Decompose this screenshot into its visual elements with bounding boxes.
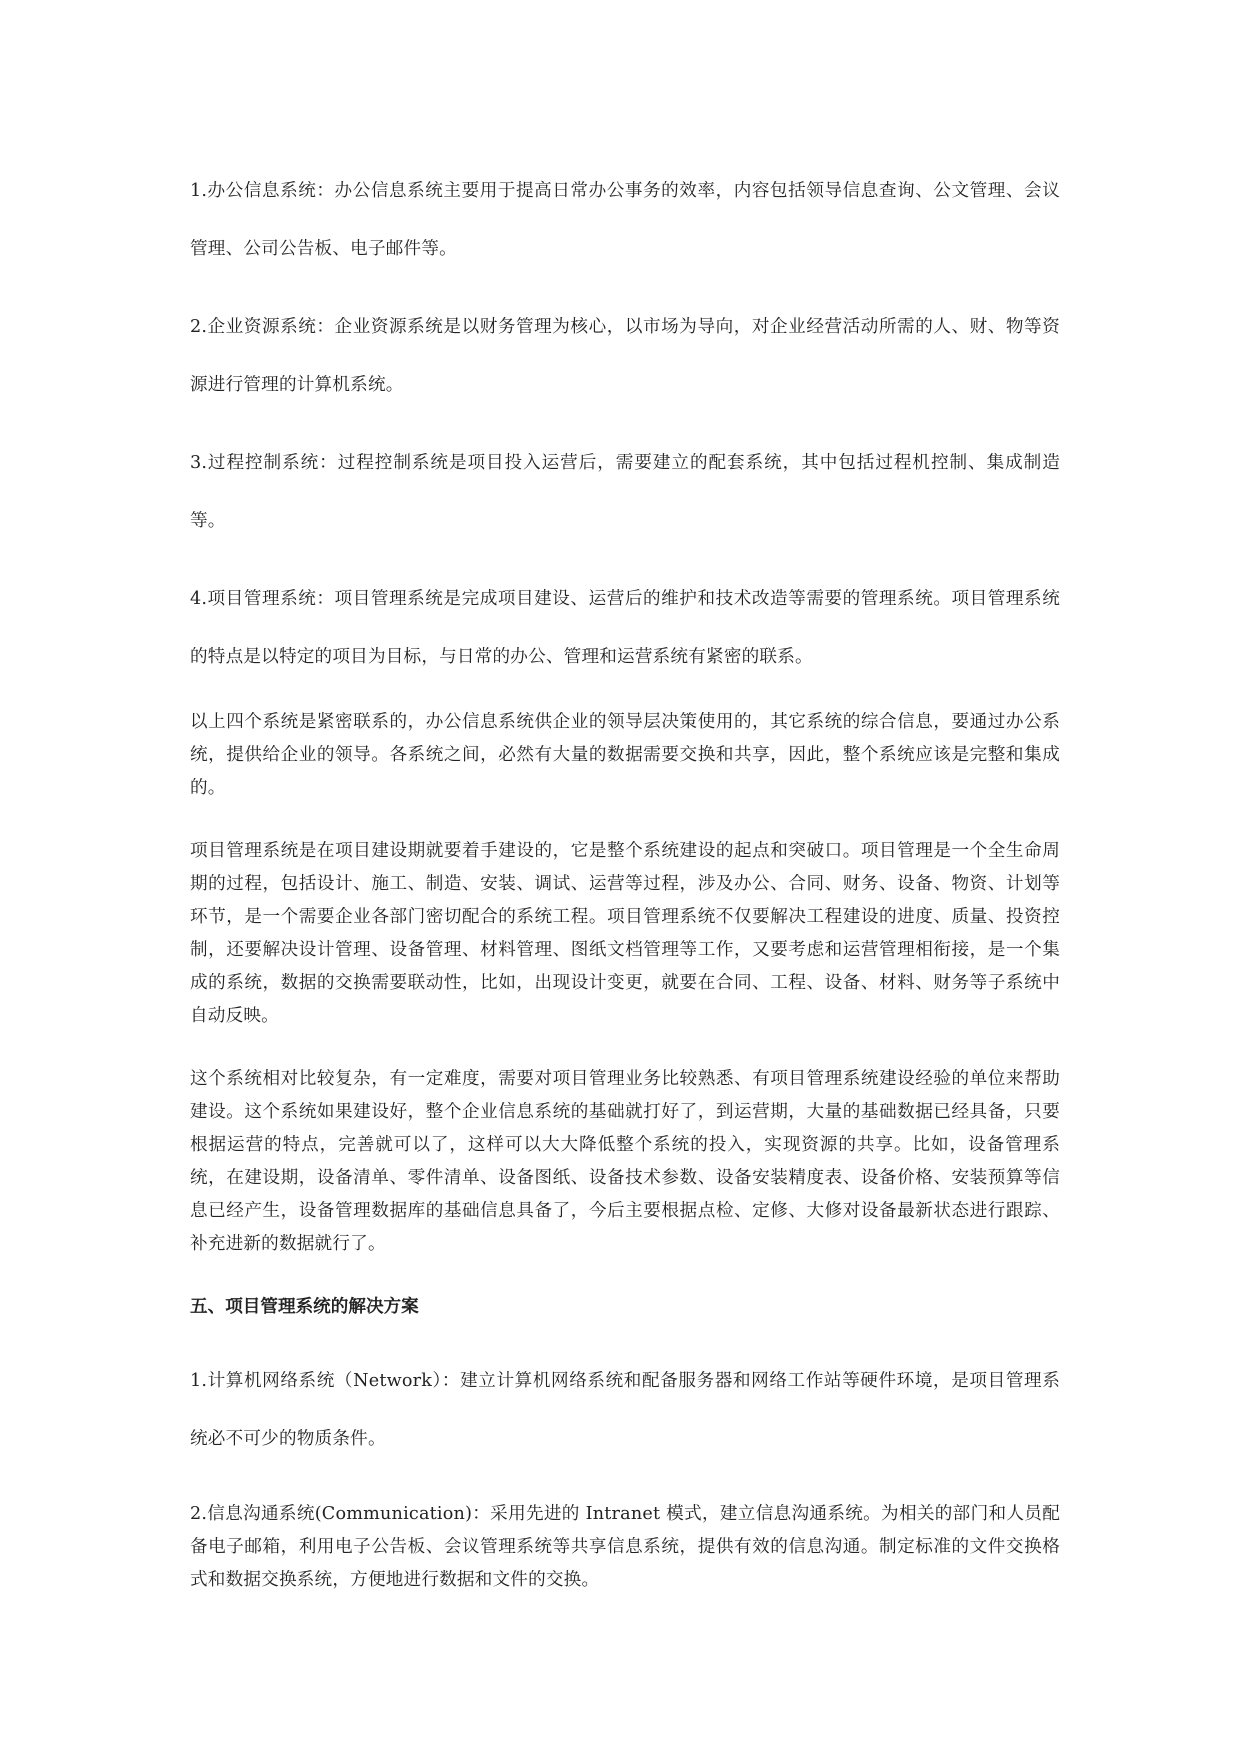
paragraph-resource-system: 2.企业资源系统：企业资源系统是以财务管理为核心，以市场为导向，对企业经营活动所需的人、财、物等资源进行管理的计算机系统。: [190, 317, 1060, 395]
paragraph-project-management-system: 4.项目管理系统：项目管理系统是完成项目建设、运营后的维护和技术改造等需要的管理系统。项目管理系统的特点是以特定的项目为目标，与日常的办公、管理和运营系统有紧密的联系。: [190, 589, 1060, 667]
paragraph-project-management-lifecycle: 项目管理系统是在项目建设期就要着手建设的，它是整个系统建设的起点和突破口。项目管理是一个全生命周期的过程，包括设计、施工、制造、安装、调试、运营等过程，涉及办公、合同、财务、设备、物资、计划等环节，是一个需要企业各部门密切配合的系统工程。项目管理系统不仅要解决工程建设的进度、质量、投资控制，还要解决设计管理、设备管理、材料管理、图纸文档管理等工作，又要考虑和运营管理相衔接，是一个集成的系统，数据的交换需要联动性，比如，出现设计变更，就要在合同、工程、设备、材料、财务等子系统中自动反映。: [190, 841, 1060, 1026]
paragraph-network-system: 1.计算机网络系统（Network）：建立计算机网络系统和配备服务器和网络工作站等硬件环境，是项目管理系统必不可少的物质条件。: [190, 1371, 1060, 1449]
paragraph-office-system: 1.办公信息系统：办公信息系统主要用于提高日常办公事务的效率，内容包括领导信息查询、公文管理、会议管理、公司公告板、电子邮件等。: [190, 181, 1060, 259]
section-heading: 五、项目管理系统的解决方案: [190, 1297, 419, 1317]
paragraph-system-complexity: 这个系统相对比较复杂，有一定难度，需要对项目管理业务比较熟悉、有项目管理系统建设经验的单位来帮助建设。这个系统如果建设好，整个企业信息系统的基础就打好了，到运营期，大量的基础数据已经具备，只要根据运营的特点，完善就可以了，这样可以大大降低整个系统的投入，实现资源的共享。比如，设备管理系统，在建设期，设备清单、零件清单、设备图纸、设备技术参数、设备安装精度表、设备价格、安装预算等信息已经产生，设备管理数据库的基础信息具备了，今后主要根据点检、定修、大修对设备最新状态进行跟踪、补充进新的数据就行了。: [190, 1069, 1060, 1254]
paragraph-communication-system: 2.信息沟通系统(Communication)：采用先进的 Intranet 模式，建立信息沟通系统。为相关的部门和人员配备电子邮箱，利用电子公告板、会议管理系统等共享信息系统，提供有效的信息沟通。制定标准的文件交换格式和数据交换系统，方便地进行数据和文件的交换。: [190, 1504, 1060, 1590]
document-page: [190, 162, 1060, 1597]
paragraph-systems-relationship: 以上四个系统是紧密联系的，办公信息系统供企业的领导层决策使用的，其它系统的综合信息，要通过办公系统，提供给企业的领导。各系统之间，必然有大量的数据需要交换和共享，因此，整个系统应该是完整和集成的。: [190, 712, 1060, 798]
paragraph-process-control-system: 3.过程控制系统：过程控制系统是项目投入运营后，需要建立的配套系统，其中包括过程机控制、集成制造等。: [190, 453, 1060, 531]
